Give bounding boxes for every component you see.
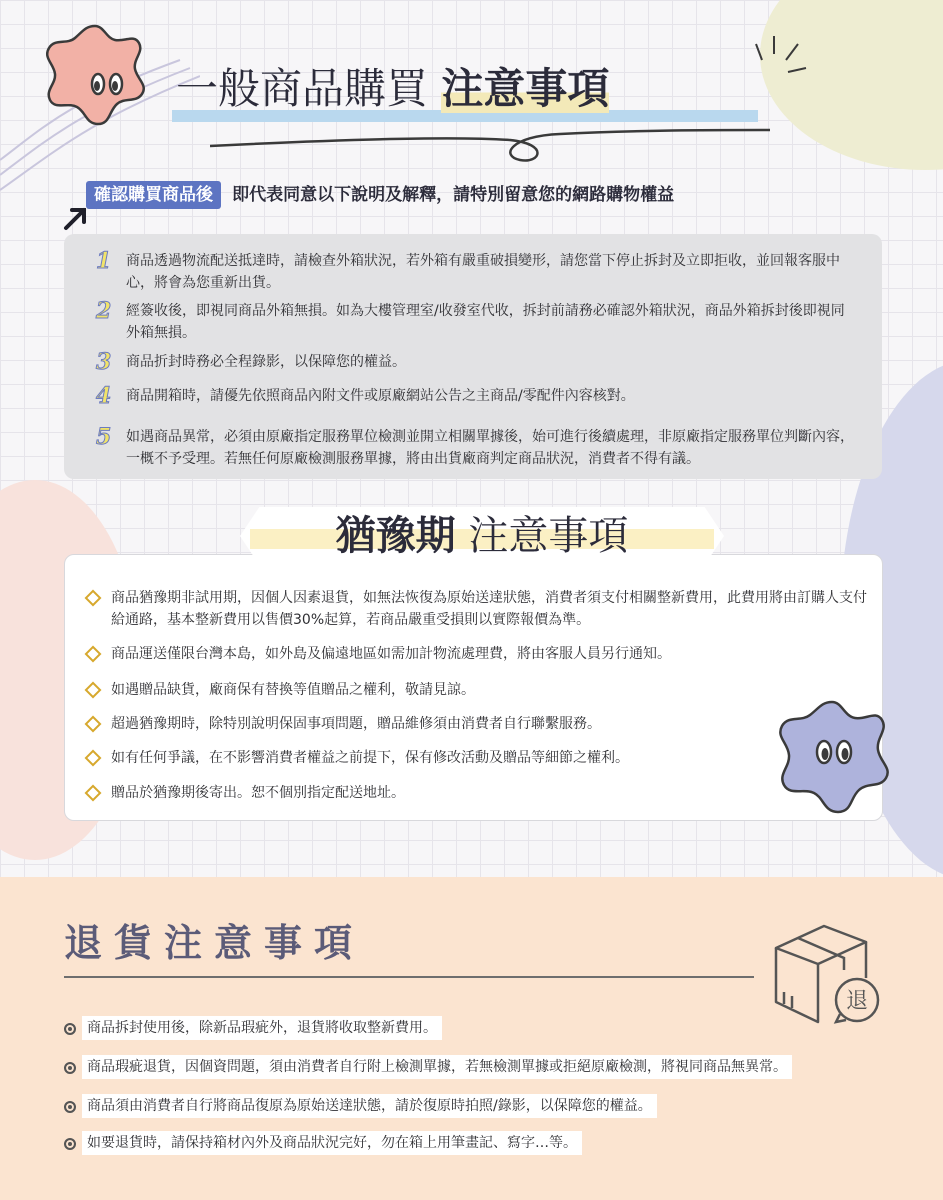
returns-title: 退貨注意事項	[64, 921, 365, 965]
rule-text: 如有任何爭議，在不影響消費者權益之前提下，保有修改活動及贈品等細節之權利。	[111, 750, 629, 766]
rule-number: 4	[96, 383, 112, 409]
rule-text: 如遇贈品缺貨，廠商保有替換等值贈品之權利，敬請見諒。	[111, 682, 475, 698]
sparkle-icon	[748, 30, 808, 76]
circle-bullet-icon	[64, 1023, 76, 1035]
rule-number: 2	[96, 298, 112, 324]
rule-text: 超過猶豫期時，除特別說明保固事項問題，贈品維修須由消費者自行聯繫服務。	[111, 716, 601, 732]
return-icon-label: 退	[845, 989, 869, 1014]
hesitation-title-banner	[240, 507, 724, 565]
hesitation-title-bold: 猶豫期	[335, 513, 456, 559]
pink-mascot-icon	[40, 18, 150, 128]
confirm-line	[86, 180, 674, 210]
rule-text: 商品須由消費者自行將商品復原為原始送達狀態，請於復原時拍照/錄影，以保障您的權益。	[82, 1094, 657, 1118]
diamond-bullet-icon	[85, 716, 102, 733]
title-swoosh	[210, 118, 770, 168]
rule-text: 商品透過物流配送抵達時，請檢查外箱狀況，若外箱有嚴重破損變形，請您當下停止拆封及立即拒收，並回報客服中心，將會為您重新出貨。	[126, 253, 840, 291]
diamond-bullet-icon	[85, 590, 102, 607]
rule-text: 商品瑕疵退貨，因個資問題，須由消費者自行附上檢測單據，若無檢測單據或拒絕原廠檢測，將視同商品無異常。	[82, 1055, 792, 1079]
rule-text: 贈品於猶豫期後寄出。恕不個別指定配送地址。	[111, 785, 405, 801]
general-title	[176, 62, 776, 116]
returns-divider	[64, 976, 754, 978]
rule-text: 商品開箱時，請優先依照商品內附文件或原廠網站公告之主商品/零配件內容核對。	[126, 388, 635, 404]
general-title-light: 一般商品購買	[176, 64, 429, 113]
rule-text: 如遇商品異常，必須由原廠指定服務單位檢測並開立相關單據後，始可進行後續處理，非原廠指定服務單位判斷內容，一概不予受理。若無任何原廠檢測服務單據，將由出貨廠商判定商品狀況，消費者不得有議。	[126, 429, 854, 467]
rule-text: 商品折封時務必全程錄影，以保障您的權益。	[126, 354, 406, 370]
rule-text: 商品運送僅限台灣本島，如外島及偏遠地區如需加計物流處理費，將由客服人員另行通知。	[111, 646, 671, 662]
hesitation-rules-box	[64, 554, 883, 821]
hesitation-title-light: 注意事項	[468, 513, 629, 559]
rule-text: 經簽收後，即視同商品外箱無損。如為大樓管理室/收發室代收，拆封前請務必確認外箱狀況，商品外箱拆封後即視同外箱無損。	[126, 303, 845, 341]
rule-text: 商品猶豫期非試用期，因個人因素退貨，如無法恢復為原始送達狀態，消費者須支付相關整新費用，此費用將由訂購人支付給通路，基本整新費用以售價30%起算，若商品嚴重受損則以實際報價為準。	[111, 590, 867, 628]
yellow-decor-blob	[760, 0, 943, 170]
circle-bullet-icon	[64, 1062, 76, 1074]
diamond-bullet-icon	[85, 682, 102, 699]
lavender-mascot-icon	[770, 692, 900, 822]
confirm-tag: 確認購買商品後	[86, 181, 221, 209]
rule-text: 如要退貨時，請保持箱材內外及商品狀況完好，勿在箱上用筆畫記、寫字…等。	[82, 1131, 582, 1155]
diamond-bullet-icon	[85, 646, 102, 663]
diamond-bullet-icon	[85, 750, 102, 767]
circle-bullet-icon	[64, 1101, 76, 1113]
rule-number: 3	[96, 349, 112, 375]
general-title-bold: 注意事項	[441, 64, 610, 113]
diamond-bullet-icon	[85, 785, 102, 802]
rule-text: 商品拆封使用後，除新品瑕疵外，退貨將收取整新費用。	[82, 1016, 442, 1040]
return-box-icon	[762, 918, 886, 1030]
confirm-text: 即代表同意以下說明及解釋，請特別留意您的網路購物權益	[232, 185, 675, 205]
general-rules-box	[64, 234, 882, 479]
rule-number: 5	[96, 424, 112, 450]
circle-bullet-icon	[64, 1138, 76, 1150]
rule-number: 1	[96, 248, 112, 274]
